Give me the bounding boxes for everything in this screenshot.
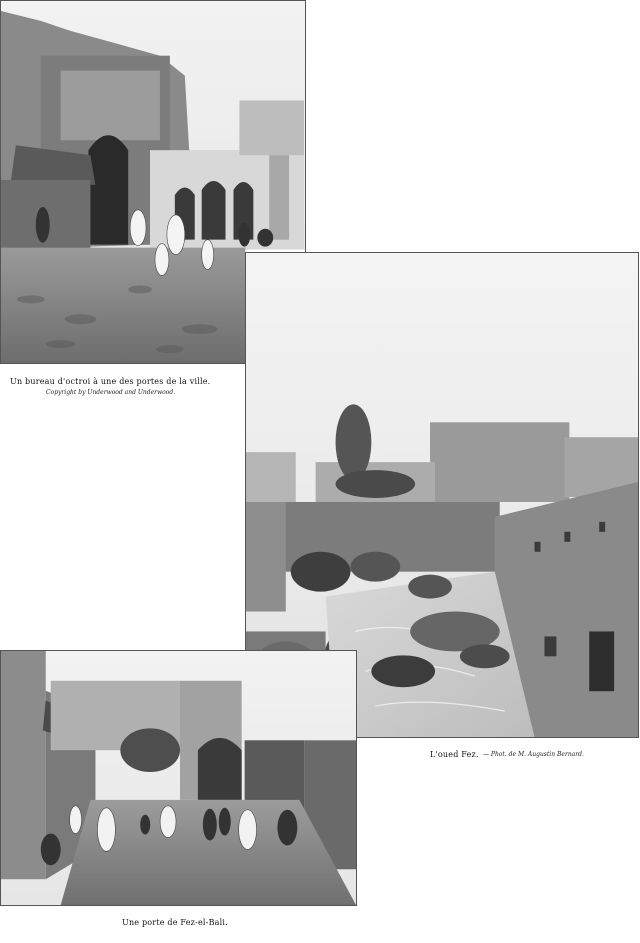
caption-city-gate: Un bureau d'octroi à une des portes de la ville. [10, 377, 211, 386]
caption-oued-fez: L'oued Fez. [430, 750, 479, 759]
photo-fez-el-bali-gate [0, 650, 357, 906]
caption-fez-el-bali: Une porte de Fez-el-Bali. [122, 918, 228, 927]
credit-oued-fez: — Phot. de M. Augustin Bernard. [483, 751, 584, 758]
credit-city-gate: Copyright by Underwood and Underwood. [46, 389, 176, 396]
photo-fez-el-bali-gate-image [1, 651, 356, 905]
